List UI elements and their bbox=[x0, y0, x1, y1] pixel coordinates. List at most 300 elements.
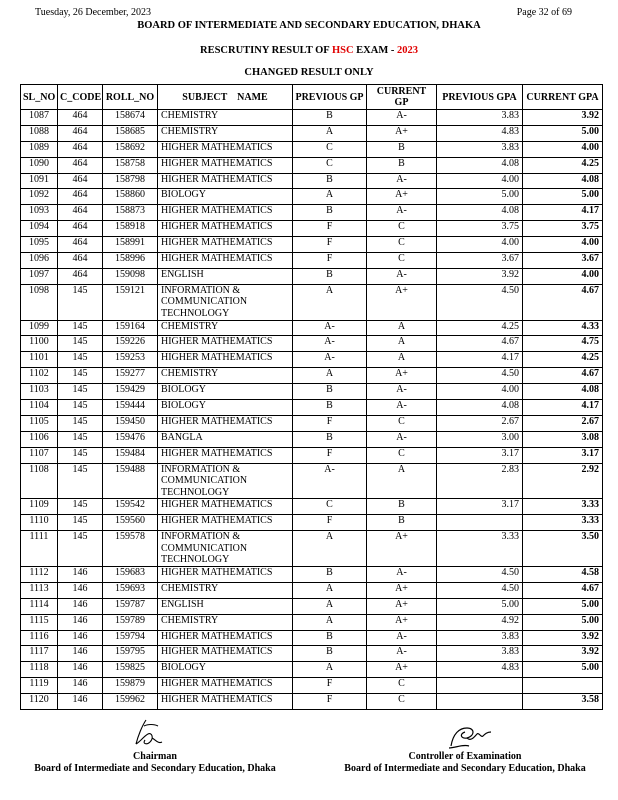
table-row bbox=[21, 205, 603, 221]
cell-prev-gp: A bbox=[293, 284, 367, 320]
cell-prev-gpa: 4.83 bbox=[437, 662, 523, 678]
chairman-signature bbox=[128, 718, 168, 748]
cell-cur-gp: C bbox=[367, 221, 437, 237]
cell-roll: 159789 bbox=[103, 614, 158, 630]
cell-subject: INFORMATION & COMMUNICATION TECHNOLOGY bbox=[158, 463, 293, 499]
table-row bbox=[21, 614, 603, 630]
cell-roll: 159787 bbox=[103, 598, 158, 614]
cell-cur-gp: A+ bbox=[367, 582, 437, 598]
cell-cur-gpa: 4.75 bbox=[523, 336, 603, 352]
cell-prev-gpa bbox=[437, 515, 523, 531]
table-row bbox=[21, 400, 603, 416]
cell-cur-gpa: 4.25 bbox=[523, 157, 603, 173]
cell-cur-gpa: 4.08 bbox=[523, 384, 603, 400]
exam-year: 2023 bbox=[397, 45, 418, 56]
header-row bbox=[21, 85, 603, 110]
cell-subject: CHEMISTRY bbox=[158, 614, 293, 630]
cell-prev-gp: F bbox=[293, 678, 367, 694]
cell-sl: 1100 bbox=[21, 336, 58, 352]
results-body bbox=[21, 110, 603, 710]
cell-cur-gp: B bbox=[367, 141, 437, 157]
cell-ccode: 464 bbox=[58, 221, 103, 237]
cell-roll: 159164 bbox=[103, 320, 158, 336]
cell-cur-gp: A+ bbox=[367, 614, 437, 630]
cell-roll: 158996 bbox=[103, 253, 158, 269]
cell-cur-gp: A- bbox=[367, 173, 437, 189]
cell-prev-gp: A bbox=[293, 531, 367, 567]
cell-subject: HIGHER MATHEMATICS bbox=[158, 141, 293, 157]
cell-cur-gp: A+ bbox=[367, 662, 437, 678]
cell-cur-gp: A- bbox=[367, 384, 437, 400]
cell-roll: 159795 bbox=[103, 646, 158, 662]
chairman-org: Board of Intermediate and Secondary Education, Dhaka bbox=[34, 763, 276, 774]
cell-cur-gp: A- bbox=[367, 268, 437, 284]
cell-prev-gp: F bbox=[293, 515, 367, 531]
cell-cur-gpa: 5.00 bbox=[523, 598, 603, 614]
cell-ccode: 145 bbox=[58, 431, 103, 447]
cell-cur-gp: C bbox=[367, 415, 437, 431]
cell-subject: HIGHER MATHEMATICS bbox=[158, 447, 293, 463]
table-row bbox=[21, 463, 603, 499]
cell-prev-gp: B bbox=[293, 110, 367, 126]
cell-cur-gp: C bbox=[367, 447, 437, 463]
table-row bbox=[21, 678, 603, 694]
cell-cur-gp: A bbox=[367, 336, 437, 352]
heading-prefix: RESCRUTINY RESULT OF bbox=[199, 45, 332, 56]
cell-subject: HIGHER MATHEMATICS bbox=[158, 646, 293, 662]
cell-prev-gp: A bbox=[293, 189, 367, 205]
cell-prev-gp: B bbox=[293, 268, 367, 284]
cell-roll: 159683 bbox=[103, 566, 158, 582]
cell-roll: 159794 bbox=[103, 630, 158, 646]
cell-cur-gp: A- bbox=[367, 205, 437, 221]
cell-prev-gpa: 4.83 bbox=[437, 125, 523, 141]
cell-sl: 1105 bbox=[21, 415, 58, 431]
cell-subject: CHEMISTRY bbox=[158, 582, 293, 598]
cell-roll: 159484 bbox=[103, 447, 158, 463]
cell-subject: CHEMISTRY bbox=[158, 110, 293, 126]
table-row bbox=[21, 384, 603, 400]
cell-prev-gpa bbox=[437, 694, 523, 710]
cell-ccode: 146 bbox=[58, 662, 103, 678]
cell-sl: 1101 bbox=[21, 352, 58, 368]
cell-cur-gpa: 2.67 bbox=[523, 415, 603, 431]
cell-prev-gpa bbox=[437, 678, 523, 694]
cell-cur-gp: A bbox=[367, 352, 437, 368]
cell-ccode: 146 bbox=[58, 630, 103, 646]
table-row bbox=[21, 268, 603, 284]
cell-cur-gp: C bbox=[367, 694, 437, 710]
cell-subject: HIGHER MATHEMATICS bbox=[158, 237, 293, 253]
cell-cur-gpa: 3.33 bbox=[523, 515, 603, 531]
cell-prev-gp: F bbox=[293, 237, 367, 253]
cell-subject: HIGHER MATHEMATICS bbox=[158, 221, 293, 237]
cell-ccode: 464 bbox=[58, 125, 103, 141]
table-row bbox=[21, 141, 603, 157]
cell-prev-gp: A- bbox=[293, 336, 367, 352]
cell-cur-gp: A+ bbox=[367, 368, 437, 384]
cell-cur-gpa: 4.67 bbox=[523, 582, 603, 598]
table-row bbox=[21, 253, 603, 269]
cell-prev-gp: F bbox=[293, 694, 367, 710]
cell-subject: HIGHER MATHEMATICS bbox=[158, 336, 293, 352]
cell-sl: 1106 bbox=[21, 431, 58, 447]
cell-sl: 1110 bbox=[21, 515, 58, 531]
cell-subject: CHEMISTRY bbox=[158, 125, 293, 141]
cell-cur-gp: A- bbox=[367, 630, 437, 646]
cell-prev-gpa: 4.00 bbox=[437, 237, 523, 253]
cell-subject: HIGHER MATHEMATICS bbox=[158, 678, 293, 694]
exam-name: HSC bbox=[331, 45, 354, 56]
cell-sl: 1113 bbox=[21, 582, 58, 598]
cell-prev-gpa: 4.50 bbox=[437, 284, 523, 320]
table-row bbox=[21, 694, 603, 710]
cell-cur-gp: C bbox=[367, 237, 437, 253]
cell-cur-gpa: 3.33 bbox=[523, 499, 603, 515]
cell-prev-gp: A bbox=[293, 125, 367, 141]
cell-roll: 158758 bbox=[103, 157, 158, 173]
cell-ccode: 464 bbox=[58, 173, 103, 189]
cell-cur-gpa: 3.75 bbox=[523, 221, 603, 237]
cell-roll: 159962 bbox=[103, 694, 158, 710]
cell-prev-gpa: 3.92 bbox=[437, 268, 523, 284]
cell-roll: 159121 bbox=[103, 284, 158, 320]
cell-sl: 1087 bbox=[21, 110, 58, 126]
cell-subject: HIGHER MATHEMATICS bbox=[158, 173, 293, 189]
cell-sl: 1098 bbox=[21, 284, 58, 320]
cell-ccode: 145 bbox=[58, 368, 103, 384]
cell-prev-gp: F bbox=[293, 221, 367, 237]
cell-prev-gp: C bbox=[293, 499, 367, 515]
cell-cur-gp: A+ bbox=[367, 598, 437, 614]
cell-prev-gpa: 3.17 bbox=[437, 447, 523, 463]
cell-prev-gpa: 3.75 bbox=[437, 221, 523, 237]
cell-ccode: 464 bbox=[58, 157, 103, 173]
cell-prev-gpa: 3.67 bbox=[437, 253, 523, 269]
cell-subject: HIGHER MATHEMATICS bbox=[158, 352, 293, 368]
table-row bbox=[21, 630, 603, 646]
cell-prev-gp: B bbox=[293, 384, 367, 400]
subtitle: CHANGED RESULT ONLY bbox=[244, 67, 374, 78]
cell-roll: 159488 bbox=[103, 463, 158, 499]
table-row bbox=[21, 352, 603, 368]
cell-cur-gpa: 5.00 bbox=[523, 125, 603, 141]
cell-cur-gp: A+ bbox=[367, 284, 437, 320]
controller-org: Board of Intermediate and Secondary Education, Dhaka bbox=[344, 763, 586, 774]
cell-subject: HIGHER MATHEMATICS bbox=[158, 566, 293, 582]
cell-sl: 1108 bbox=[21, 463, 58, 499]
cell-prev-gpa: 3.83 bbox=[437, 141, 523, 157]
cell-ccode: 146 bbox=[58, 566, 103, 582]
cell-cur-gpa: 4.17 bbox=[523, 205, 603, 221]
col-header-prev-gpa: PREVIOUS GPA bbox=[437, 85, 523, 110]
cell-cur-gpa: 3.92 bbox=[523, 646, 603, 662]
cell-sl: 1092 bbox=[21, 189, 58, 205]
cell-cur-gp: B bbox=[367, 499, 437, 515]
cell-cur-gp: A+ bbox=[367, 189, 437, 205]
cell-cur-gpa bbox=[523, 678, 603, 694]
cell-sl: 1107 bbox=[21, 447, 58, 463]
cell-cur-gpa: 5.00 bbox=[523, 189, 603, 205]
cell-sl: 1120 bbox=[21, 694, 58, 710]
cell-prev-gpa: 3.83 bbox=[437, 630, 523, 646]
cell-prev-gpa: 4.25 bbox=[437, 320, 523, 336]
cell-roll: 158798 bbox=[103, 173, 158, 189]
cell-sl: 1117 bbox=[21, 646, 58, 662]
cell-prev-gpa: 4.92 bbox=[437, 614, 523, 630]
page-number: Page 32 of 69 bbox=[516, 7, 572, 18]
col-header-ccode: C_CODE bbox=[58, 85, 103, 110]
cell-subject: HIGHER MATHEMATICS bbox=[158, 630, 293, 646]
cell-ccode: 145 bbox=[58, 463, 103, 499]
cell-roll: 158918 bbox=[103, 221, 158, 237]
cell-prev-gp: A bbox=[293, 582, 367, 598]
cell-prev-gp: A bbox=[293, 598, 367, 614]
cell-sl: 1094 bbox=[21, 221, 58, 237]
cell-roll: 159542 bbox=[103, 499, 158, 515]
cell-prev-gpa: 3.00 bbox=[437, 431, 523, 447]
cell-cur-gp: B bbox=[367, 157, 437, 173]
cell-sl: 1089 bbox=[21, 141, 58, 157]
cell-roll: 159450 bbox=[103, 415, 158, 431]
cell-subject: HIGHER MATHEMATICS bbox=[158, 694, 293, 710]
cell-prev-gp: B bbox=[293, 400, 367, 416]
cell-ccode: 145 bbox=[58, 499, 103, 515]
cell-subject: HIGHER MATHEMATICS bbox=[158, 253, 293, 269]
cell-subject: HIGHER MATHEMATICS bbox=[158, 415, 293, 431]
cell-ccode: 464 bbox=[58, 141, 103, 157]
table-row bbox=[21, 368, 603, 384]
cell-roll: 159693 bbox=[103, 582, 158, 598]
cell-sl: 1115 bbox=[21, 614, 58, 630]
cell-prev-gp: B bbox=[293, 630, 367, 646]
cell-cur-gpa: 2.92 bbox=[523, 463, 603, 499]
table-row bbox=[21, 189, 603, 205]
cell-ccode: 464 bbox=[58, 189, 103, 205]
cell-sl: 1095 bbox=[21, 237, 58, 253]
cell-roll: 159476 bbox=[103, 431, 158, 447]
cell-roll: 159825 bbox=[103, 662, 158, 678]
cell-roll: 158860 bbox=[103, 189, 158, 205]
controller-title: Controller of Examination bbox=[408, 751, 522, 762]
cell-prev-gp: C bbox=[293, 141, 367, 157]
cell-prev-gpa: 4.50 bbox=[437, 566, 523, 582]
cell-cur-gp: C bbox=[367, 253, 437, 269]
table-row bbox=[21, 110, 603, 126]
cell-prev-gp: A bbox=[293, 662, 367, 678]
cell-subject: INFORMATION & COMMUNICATION TECHNOLOGY bbox=[158, 284, 293, 320]
table-row bbox=[21, 336, 603, 352]
cell-prev-gp: B bbox=[293, 566, 367, 582]
cell-cur-gpa: 3.67 bbox=[523, 253, 603, 269]
cell-cur-gp: A- bbox=[367, 566, 437, 582]
cell-ccode: 464 bbox=[58, 237, 103, 253]
cell-ccode: 145 bbox=[58, 415, 103, 431]
cell-subject: CHEMISTRY bbox=[158, 320, 293, 336]
cell-subject: CHEMISTRY bbox=[158, 368, 293, 384]
cell-cur-gp: A bbox=[367, 320, 437, 336]
heading-mid: EXAM - bbox=[353, 45, 397, 56]
cell-prev-gp: B bbox=[293, 431, 367, 447]
cell-cur-gpa: 4.00 bbox=[523, 237, 603, 253]
result-heading bbox=[0, 45, 618, 56]
cell-prev-gp: B bbox=[293, 173, 367, 189]
cell-prev-gpa: 3.83 bbox=[437, 110, 523, 126]
cell-cur-gp: A+ bbox=[367, 125, 437, 141]
cell-prev-gpa: 3.33 bbox=[437, 531, 523, 567]
cell-cur-gpa: 5.00 bbox=[523, 614, 603, 630]
col-header-cur-gpa: CURRENT GPA bbox=[523, 85, 603, 110]
cell-prev-gpa: 4.08 bbox=[437, 400, 523, 416]
cell-prev-gp: F bbox=[293, 253, 367, 269]
cell-subject: HIGHER MATHEMATICS bbox=[158, 515, 293, 531]
cell-roll: 159578 bbox=[103, 531, 158, 567]
cell-prev-gp: A- bbox=[293, 463, 367, 499]
cell-cur-gpa: 4.17 bbox=[523, 400, 603, 416]
cell-cur-gp: B bbox=[367, 515, 437, 531]
cell-sl: 1090 bbox=[21, 157, 58, 173]
cell-ccode: 464 bbox=[58, 205, 103, 221]
cell-prev-gp: A- bbox=[293, 352, 367, 368]
cell-ccode: 145 bbox=[58, 531, 103, 567]
cell-cur-gpa: 4.00 bbox=[523, 141, 603, 157]
cell-prev-gp: B bbox=[293, 646, 367, 662]
cell-roll: 159444 bbox=[103, 400, 158, 416]
cell-prev-gpa: 4.00 bbox=[437, 173, 523, 189]
table-row bbox=[21, 582, 603, 598]
cell-prev-gpa: 2.67 bbox=[437, 415, 523, 431]
cell-prev-gpa: 4.17 bbox=[437, 352, 523, 368]
cell-prev-gpa: 3.83 bbox=[437, 646, 523, 662]
cell-cur-gp: A- bbox=[367, 400, 437, 416]
cell-cur-gpa: 4.00 bbox=[523, 268, 603, 284]
table-row bbox=[21, 221, 603, 237]
table-row bbox=[21, 320, 603, 336]
cell-cur-gp: C bbox=[367, 678, 437, 694]
cell-ccode: 146 bbox=[58, 678, 103, 694]
cell-prev-gpa: 4.08 bbox=[437, 157, 523, 173]
cell-subject: BIOLOGY bbox=[158, 384, 293, 400]
cell-sl: 1111 bbox=[21, 531, 58, 567]
table-row bbox=[21, 415, 603, 431]
cell-prev-gp: F bbox=[293, 447, 367, 463]
cell-roll: 159098 bbox=[103, 268, 158, 284]
cell-cur-gpa: 3.50 bbox=[523, 531, 603, 567]
cell-cur-gpa: 4.08 bbox=[523, 173, 603, 189]
cell-prev-gp: A- bbox=[293, 320, 367, 336]
cell-cur-gpa: 3.17 bbox=[523, 447, 603, 463]
cell-prev-gp: A bbox=[293, 614, 367, 630]
cell-sl: 1109 bbox=[21, 499, 58, 515]
cell-roll: 158674 bbox=[103, 110, 158, 126]
cell-roll: 158692 bbox=[103, 141, 158, 157]
cell-prev-gp: B bbox=[293, 205, 367, 221]
cell-ccode: 146 bbox=[58, 582, 103, 598]
cell-subject: BIOLOGY bbox=[158, 400, 293, 416]
col-header-prev-gp: PREVIOUS GP bbox=[293, 85, 367, 110]
cell-sl: 1114 bbox=[21, 598, 58, 614]
cell-prev-gpa: 4.08 bbox=[437, 205, 523, 221]
cell-cur-gpa: 4.67 bbox=[523, 284, 603, 320]
cell-cur-gp: A- bbox=[367, 110, 437, 126]
col-header-cur-gp: CURRENT GP bbox=[367, 85, 437, 110]
cell-subject: HIGHER MATHEMATICS bbox=[158, 499, 293, 515]
cell-subject: HIGHER MATHEMATICS bbox=[158, 157, 293, 173]
cell-cur-gpa: 3.92 bbox=[523, 630, 603, 646]
cell-roll: 159429 bbox=[103, 384, 158, 400]
cell-ccode: 145 bbox=[58, 515, 103, 531]
cell-roll: 159560 bbox=[103, 515, 158, 531]
cell-prev-gp: F bbox=[293, 415, 367, 431]
cell-ccode: 146 bbox=[58, 598, 103, 614]
cell-ccode: 145 bbox=[58, 320, 103, 336]
cell-roll: 158873 bbox=[103, 205, 158, 221]
cell-roll: 158685 bbox=[103, 125, 158, 141]
print-date: Tuesday, 26 December, 2023 bbox=[35, 7, 152, 18]
cell-roll: 159277 bbox=[103, 368, 158, 384]
table-row bbox=[21, 447, 603, 463]
cell-sl: 1112 bbox=[21, 566, 58, 582]
cell-subject: BANGLA bbox=[158, 431, 293, 447]
cell-prev-gpa: 4.50 bbox=[437, 582, 523, 598]
results-table bbox=[20, 84, 603, 710]
cell-prev-gpa: 5.00 bbox=[437, 598, 523, 614]
col-header-roll: ROLL_NO bbox=[103, 85, 158, 110]
table-row bbox=[21, 515, 603, 531]
cell-cur-gpa: 3.08 bbox=[523, 431, 603, 447]
cell-sl: 1103 bbox=[21, 384, 58, 400]
table-row bbox=[21, 531, 603, 567]
cell-ccode: 146 bbox=[58, 646, 103, 662]
chairman-title: Chairman bbox=[133, 751, 177, 762]
table-row bbox=[21, 566, 603, 582]
table-row bbox=[21, 125, 603, 141]
cell-sl: 1093 bbox=[21, 205, 58, 221]
cell-prev-gpa: 3.17 bbox=[437, 499, 523, 515]
cell-roll: 158991 bbox=[103, 237, 158, 253]
cell-prev-gpa: 4.00 bbox=[437, 384, 523, 400]
cell-prev-gpa: 4.50 bbox=[437, 368, 523, 384]
cell-cur-gpa: 3.92 bbox=[523, 110, 603, 126]
table-row bbox=[21, 431, 603, 447]
cell-ccode: 145 bbox=[58, 384, 103, 400]
cell-ccode: 464 bbox=[58, 110, 103, 126]
table-row bbox=[21, 499, 603, 515]
controller-signature bbox=[445, 720, 495, 750]
cell-cur-gpa: 4.33 bbox=[523, 320, 603, 336]
cell-ccode: 464 bbox=[58, 268, 103, 284]
col-header-subject: SUBJECT NAME bbox=[158, 85, 293, 110]
cell-sl: 1099 bbox=[21, 320, 58, 336]
cell-ccode: 145 bbox=[58, 447, 103, 463]
table-row bbox=[21, 173, 603, 189]
cell-sl: 1116 bbox=[21, 630, 58, 646]
cell-ccode: 145 bbox=[58, 284, 103, 320]
cell-cur-gpa: 3.58 bbox=[523, 694, 603, 710]
cell-cur-gp: A- bbox=[367, 431, 437, 447]
cell-ccode: 146 bbox=[58, 694, 103, 710]
cell-subject: ENGLISH bbox=[158, 598, 293, 614]
cell-cur-gp: A+ bbox=[367, 531, 437, 567]
cell-sl: 1096 bbox=[21, 253, 58, 269]
cell-subject: BIOLOGY bbox=[158, 662, 293, 678]
table-row bbox=[21, 284, 603, 320]
cell-ccode: 145 bbox=[58, 336, 103, 352]
board-title: BOARD OF INTERMEDIATE AND SECONDARY EDUCATION, DHAKA bbox=[137, 20, 481, 31]
cell-ccode: 145 bbox=[58, 400, 103, 416]
cell-ccode: 146 bbox=[58, 614, 103, 630]
table-row bbox=[21, 237, 603, 253]
